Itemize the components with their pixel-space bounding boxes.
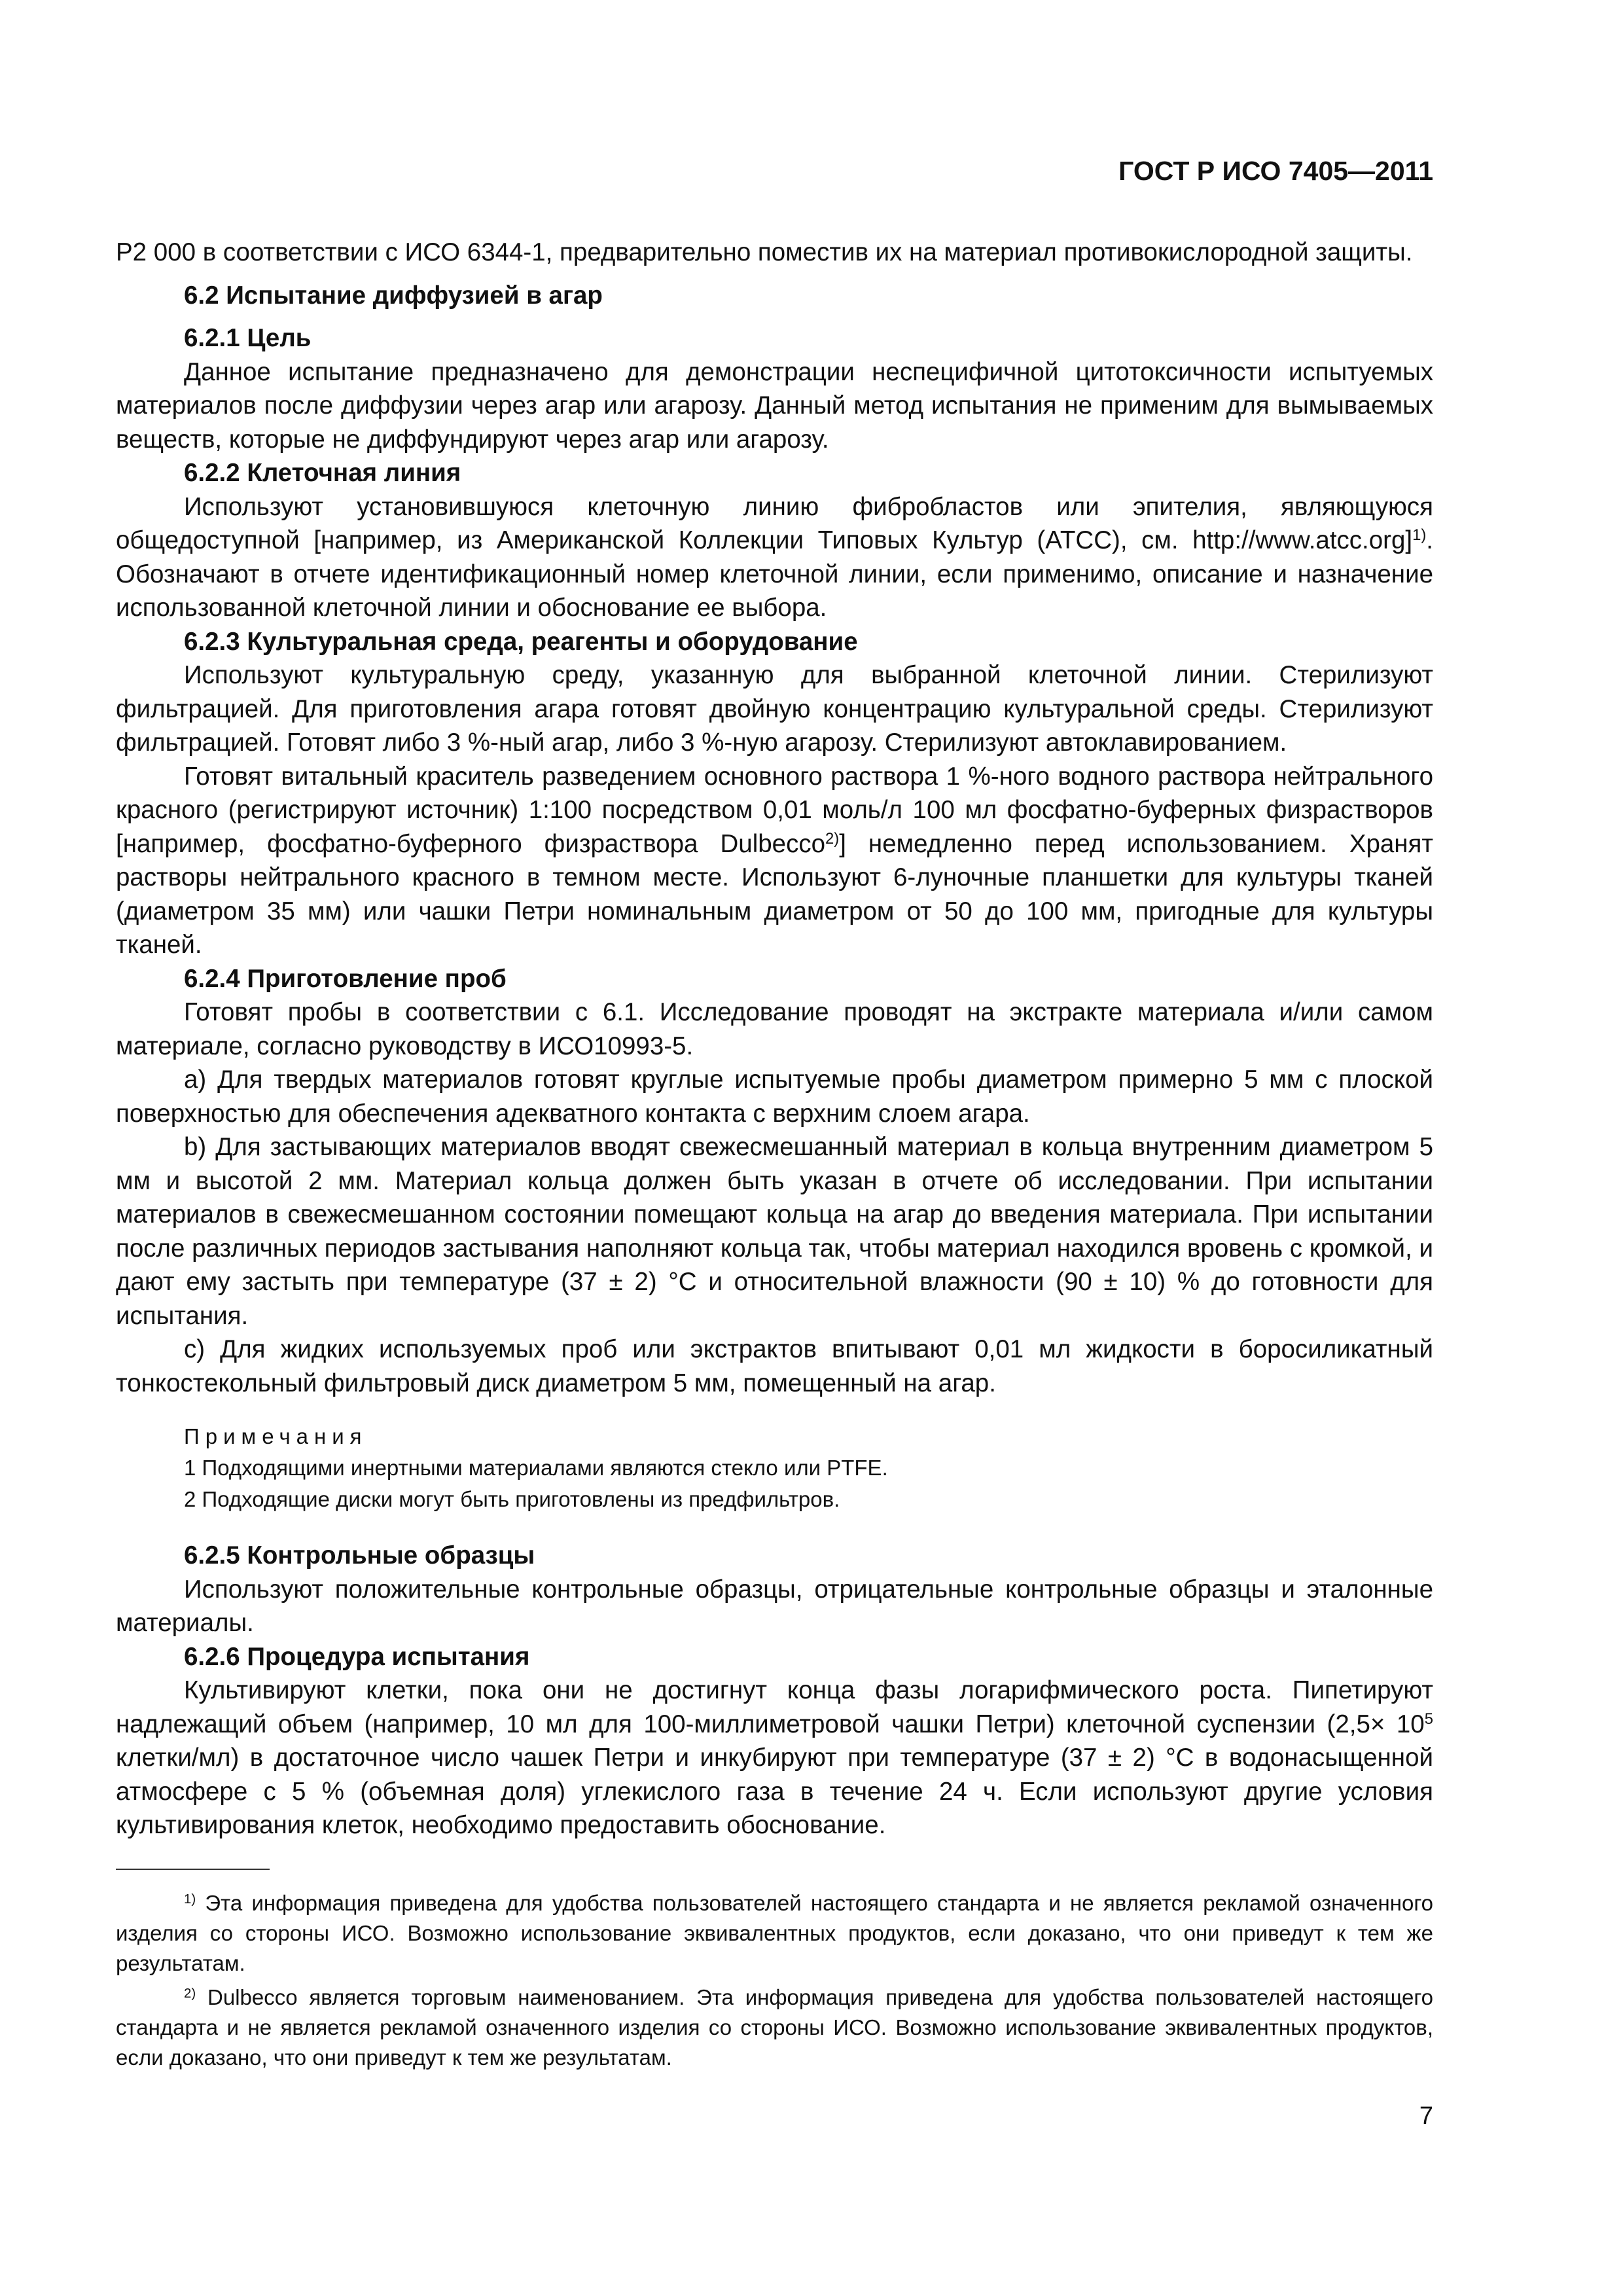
paragraph-6-2-6-part2: клетки/мл) в достаточное число чашек Петри и инкубируют при температуре (37 ± 2) °С в водонасыщенной атмосфере с 5 % (объемная доля) углекислого газа в течение 24 ч. Если используют другие условия культивирования клеток, необходимо предоставить обоснование. — [116, 1744, 1433, 1839]
paragraph-6-2-3-2-part1: Готовят витальный краситель разведением основного раствора 1 %-ного водного раствора нейтрального красного (регистрируют источник) 1:100 посредством 0,01 моль/л 100 мл фосфатно-буферных физрастворов [например, фосфатно-буферного физраствора Dulbecco — [116, 762, 1433, 858]
heading-6-2: 6.2 Испытание диффузией в агар — [184, 281, 603, 310]
paragraph-6-2-6 — [116, 1674, 1433, 1842]
paragraph-6-2-4-1: Готовят пробы в соответствии с 6.1. Исследование проводят на экстракте материала и/или самом материале, согласно руководству в ИСО10993-5. — [116, 998, 1433, 1060]
heading-6-2-1: 6.2.1 Цель — [184, 324, 312, 352]
footnote-2-text: Dulbecco является торговым наименованием. Эта информация приведена для удобства пользователей настоящего стандарта и не является рекламой означенного изделия со стороны ИСО. Возможно использование эквивалентных продуктов, если доказано, что они приведут к тем же результатам. — [116, 1984, 1433, 2070]
list-item-b: b) Для застывающих материалов вводят свежесмешанный материал в кольца внутренним диаметром 5 мм и высотой 2 мм. Материал кольца должен быть указан в отчете об исследовании. При испытании материалов в свежесмешанном состоянии помещают кольца на агар до введения материала. При испытании после различных периодов застывания наполняют кольца так, чтобы материал находился вровень с кромкой, и дают ему застыть при температуре (37 ± 2) °С и относительной влажности (90 ± 10) % до готовности для испытания. — [116, 1133, 1433, 1330]
notes-title: Примечания — [184, 1424, 368, 1448]
paragraph-6-2-3-1: Используют культуральную среду, указанную для выбранной клеточной линии. Стерилизуют фильтрацией. Для приготовления агара готовят двойную концентрацию культуральной среды. Стерилизуют фильтрацией. Готовят либо 3 %-ный агар, либо 3 %-ную агарозу. Стерилизуют автоклавированием. — [116, 661, 1433, 757]
paragraph-6-2-3-2 — [116, 760, 1433, 962]
note-2: 2 Подходящие диски могут быть приготовлены из предфильтров. — [184, 1487, 840, 1511]
footnote-mark-1: 1) — [184, 1891, 196, 1907]
paragraph-6-2-2-part1: Используют установившуюся клеточную линию фибробластов или эпителия, являющуюся общедоступной [например, из Американской Коллекции Типовых Культур (АТСС), см. http://www.atcc.org] — [116, 492, 1433, 554]
paragraph-6-2-3-2-part2: ] немедленно перед использованием. Хранят растворы нейтрального красного в темном месте. Используют 6-луночные планшетки для культуры тканей (диаметром 35 мм) или чашки Петри номинальным диаметром от 50 до 100 мм, пригодные для культуры тканей. — [116, 829, 1434, 959]
exponent: 5 — [1424, 1710, 1433, 1728]
footnotes — [116, 1888, 1433, 2073]
note-1: 1 Подходящими инертными материалами являются стекло или PTFE. — [184, 1456, 888, 1480]
page-number: 7 — [1419, 2102, 1433, 2130]
footnote-mark-2: 2) — [184, 1985, 196, 2001]
heading-6-2-5: 6.2.5 Контрольные образцы — [184, 1541, 535, 1570]
paragraph-intro: Р2 000 в соответствии с ИСО 6344-1, предварительно поместив их на материал противокислородной защиты. — [116, 238, 1413, 266]
heading-6-2-2: 6.2.2 Клеточная линия — [184, 459, 461, 487]
footnote-separator — [116, 1869, 270, 1870]
document-header: ГОСТ Р ИСО 7405—2011 — [1118, 156, 1433, 186]
footnote-1-text: Эта информация приведена для удобства пользователей настоящего стандарта и не является рекламой означенного изделия со стороны ИСО. Возможно использование эквивалентных продуктов, если доказано, что они приведут к тем же результатам. — [116, 1890, 1433, 1975]
footnote-2 — [116, 1982, 1433, 2073]
heading-6-2-4: 6.2.4 Приготовление проб — [184, 964, 507, 993]
paragraph-6-2-1: Данное испытание предназначено для демонстрации неспецифичной цитотоксичности испытуемых материалов после диффузии через агар или агарозу. Данный метод испытания не применим для вымываемых веществ, которые не диффундируют через агар или агарозу. — [116, 357, 1433, 454]
paragraph-6-2-2 — [116, 490, 1433, 625]
heading-6-2-6: 6.2.6 Процедура испытания — [184, 1642, 530, 1671]
footnote-ref-1: 1) — [1412, 526, 1427, 544]
page-content — [116, 154, 1433, 2073]
paragraph-6-2-5: Используют положительные контрольные образцы, отрицательные контрольные образцы и эталонные материалы. — [116, 1575, 1433, 1637]
list-item-c: c) Для жидких используемых проб или экстрактов впитывают 0,01 мл жидкости в боросиликатный тонкостекольный фильтровый диск диаметром 5 мм, помещенный на агар. — [116, 1335, 1433, 1397]
footnote-1 — [116, 1888, 1433, 1979]
list-item-a: a) Для твердых материалов готовят круглые испытуемые пробы диаметром примерно 5 мм с плоской поверхностью для обеспечения адекватного контакта с верхним слоем агара. — [116, 1066, 1433, 1128]
notes-block — [116, 1421, 1433, 1515]
paragraph-6-2-2-part2: . Обозначают в отчете идентификационный номер клеточной линии, если применимо, описание и назначение использованной клеточной линии и обоснование ее выбора. — [116, 526, 1433, 622]
paragraph-6-2-6-part1: Культивируют клетки, пока они не достигнут конца фазы логарифмического роста. Пипетируют надлежащий объем (например, 10 мл для 100-миллиметровой чашки Петри) клеточной суспензии (2,5× 10 — [116, 1676, 1433, 1738]
heading-6-2-3: 6.2.3 Культуральная среда, реагенты и оборудование — [184, 627, 858, 656]
footnote-ref-2: 2) — [825, 829, 840, 848]
